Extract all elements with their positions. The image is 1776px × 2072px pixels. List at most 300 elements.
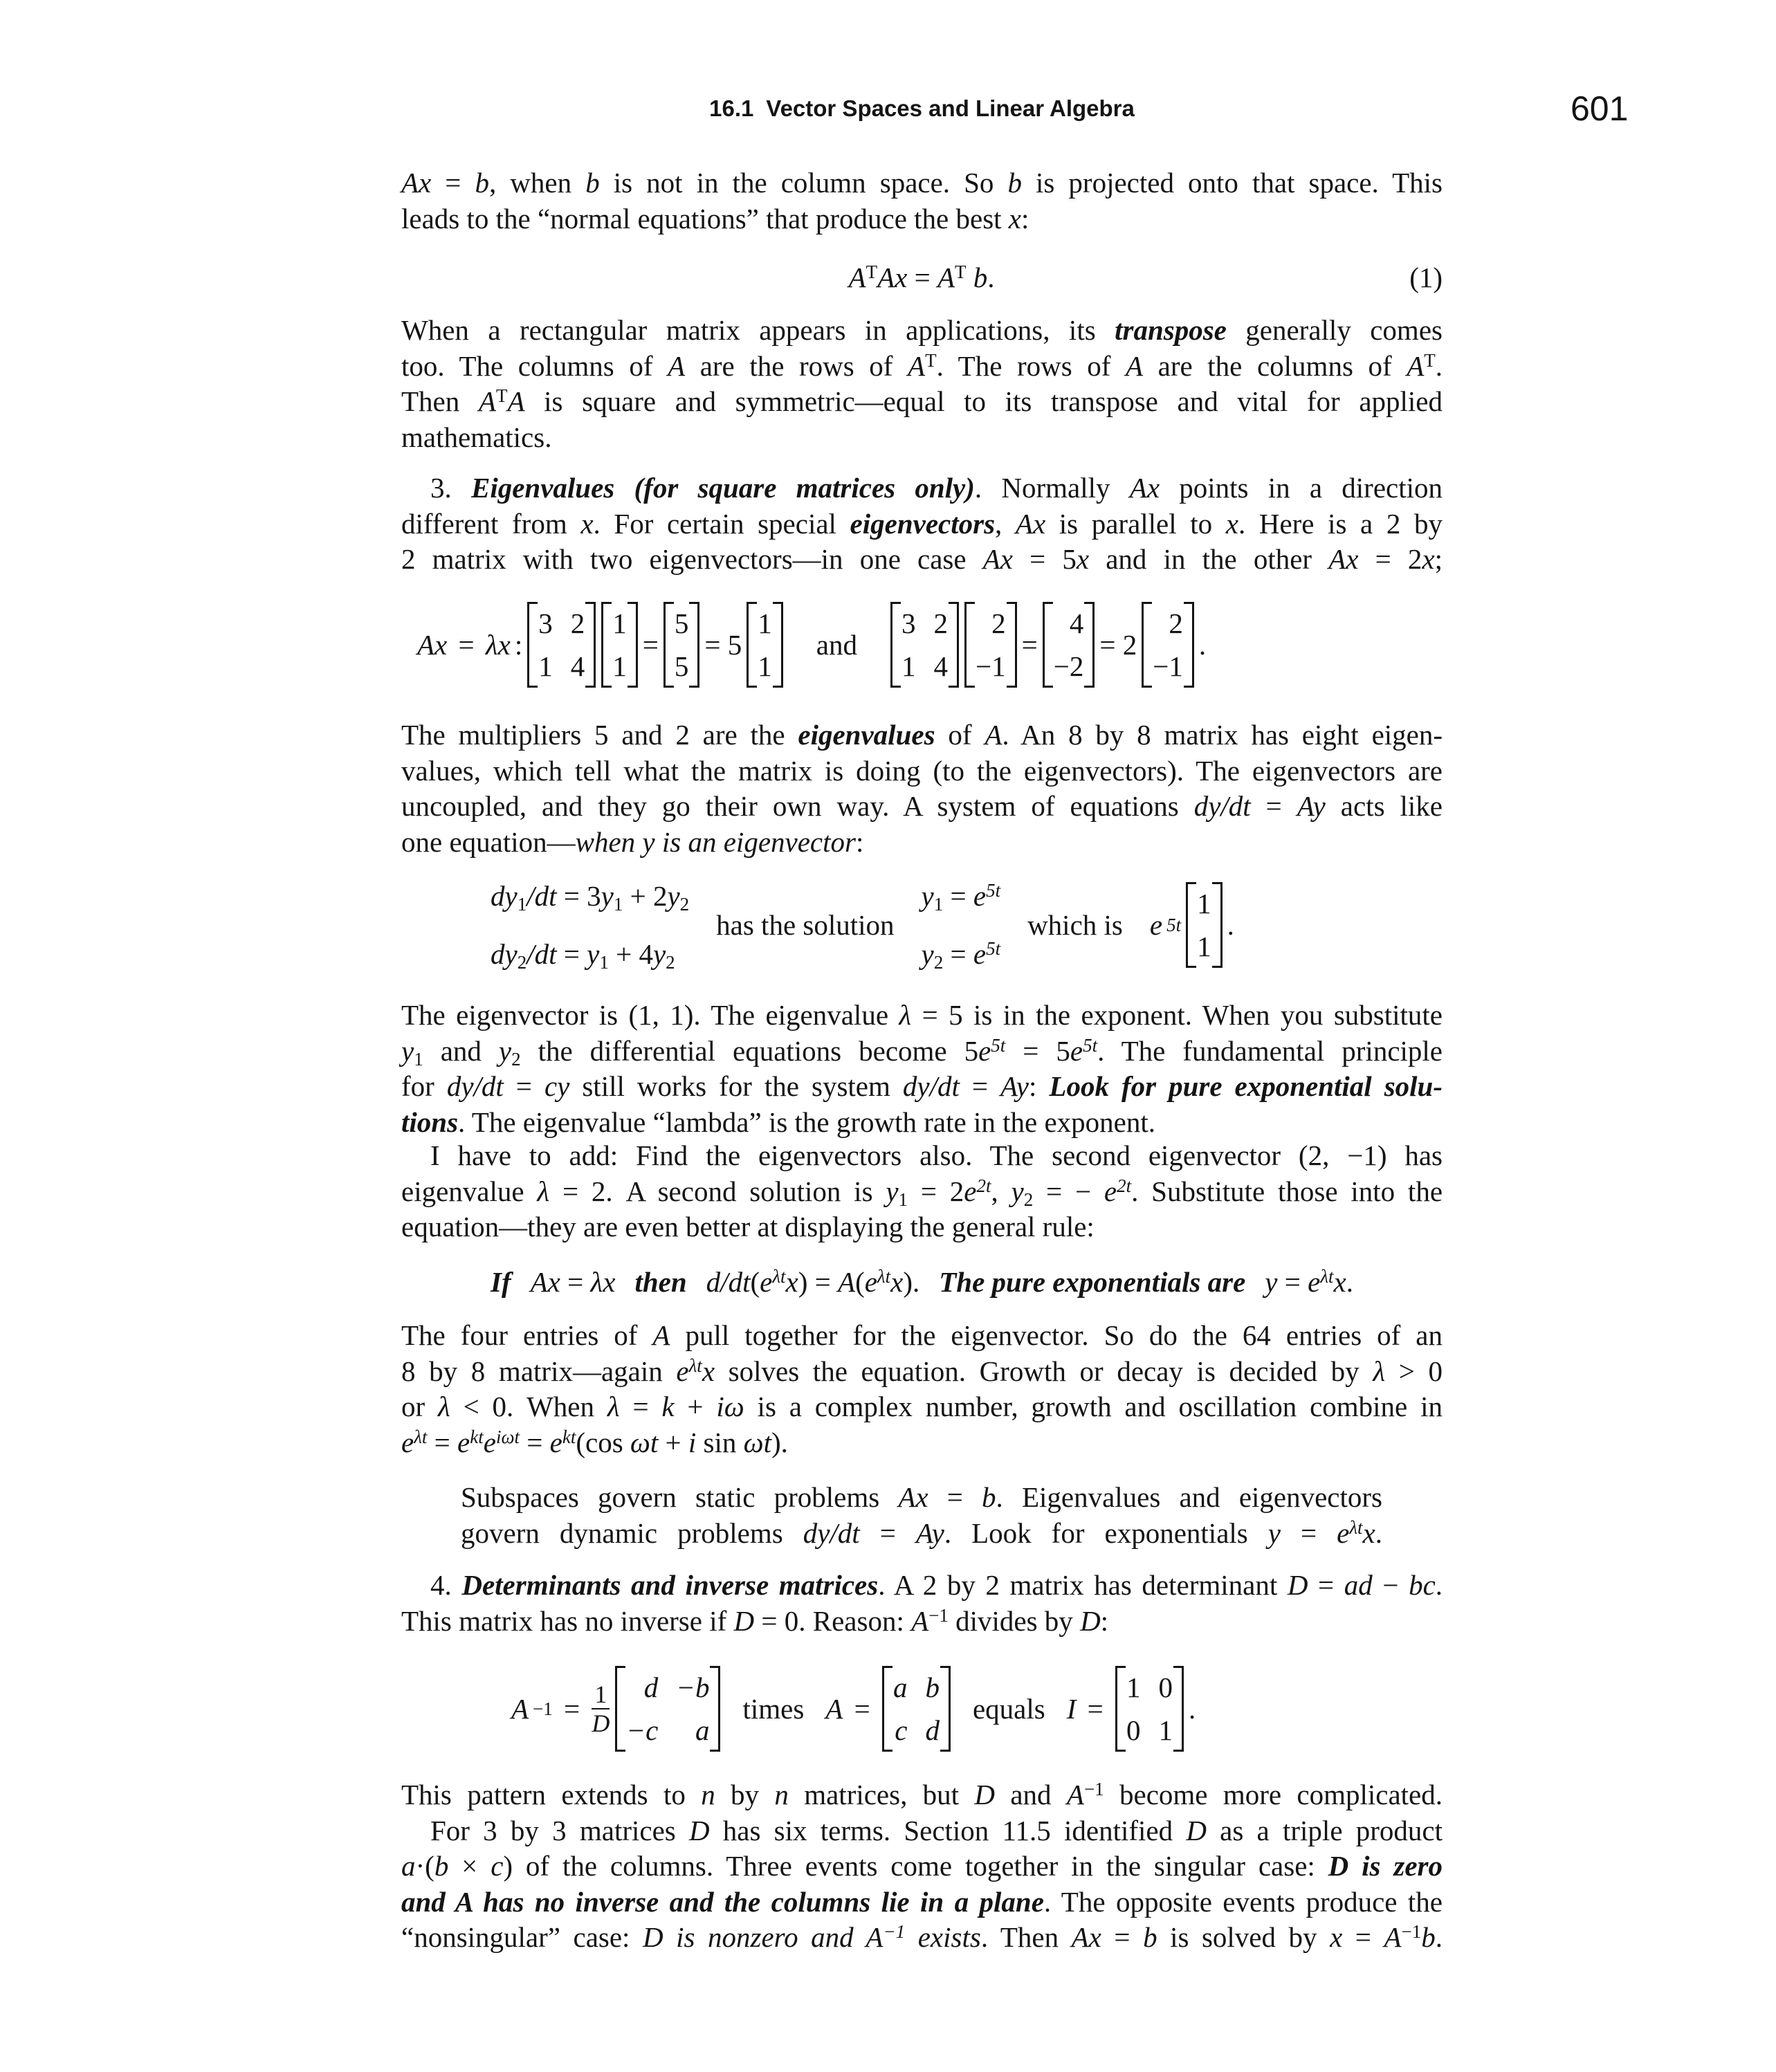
text-line xyxy=(401,349,1443,385)
matrix-entry: 0 xyxy=(1158,1671,1173,1703)
text-run: /dt xyxy=(527,938,557,970)
running-header xyxy=(401,95,1443,122)
text-run: e xyxy=(978,1034,991,1067)
text-run: 8 by 8 matrix—again xyxy=(401,1355,677,1387)
text-run: 5t xyxy=(991,1034,1006,1056)
text-line xyxy=(401,470,1443,506)
fraction-numerator: 1 xyxy=(592,1680,610,1709)
matrix-entry: −1 xyxy=(1153,650,1183,682)
text-run: x xyxy=(1008,202,1021,235)
text-run: or xyxy=(401,1391,438,1422)
text-run: Ay xyxy=(1297,790,1326,822)
text-run: y xyxy=(1011,1175,1024,1207)
text-run: Ax xyxy=(877,262,908,293)
differential-system-equation xyxy=(488,866,1236,984)
text-run: = xyxy=(431,167,475,199)
text-run: If xyxy=(491,1266,511,1298)
text-run: e xyxy=(973,880,987,912)
text-line xyxy=(401,1209,1443,1245)
matrix xyxy=(527,602,596,688)
text-run: eigenvalues xyxy=(798,719,935,751)
text-run: 4. xyxy=(430,1569,462,1601)
text-run: . The fundamental principle xyxy=(1097,1034,1443,1067)
summary-statement xyxy=(461,1480,1382,1551)
text-line xyxy=(401,1069,1443,1105)
text-run: The multipliers 5 and 2 are the xyxy=(401,719,798,751)
text-run: −1 xyxy=(928,1604,949,1626)
text-run: = xyxy=(959,1070,1001,1102)
text-run: y xyxy=(587,938,600,970)
matrix-entry: −b xyxy=(676,1671,710,1703)
text-run: (for square matrices only) xyxy=(634,472,975,504)
text-run: dy xyxy=(491,880,518,912)
text-run: D xyxy=(1287,1569,1308,1601)
equation-line xyxy=(491,925,689,983)
text-run: A xyxy=(652,1319,670,1351)
text-run: and in the other xyxy=(1089,543,1329,575)
text-run: y xyxy=(667,880,680,912)
text-run: Subspaces govern static problems xyxy=(461,1481,899,1513)
text-run xyxy=(966,262,973,293)
text-run: x xyxy=(1422,543,1435,575)
text-run: the differential equations become 5 xyxy=(520,1034,979,1067)
text-run: = xyxy=(1280,1516,1337,1549)
text-run: solves the equation. Growth or decay is decided by xyxy=(715,1355,1373,1387)
text-run: y xyxy=(886,1175,899,1207)
text-run: c xyxy=(491,1850,504,1882)
text-run: A xyxy=(908,349,926,382)
text-run: matrices, but xyxy=(788,1779,975,1810)
matrix-entry: 4 xyxy=(933,650,948,682)
equation-text: which is xyxy=(1027,909,1123,941)
fraction xyxy=(592,1680,610,1737)
text-run: i xyxy=(688,1426,697,1458)
text-run: A xyxy=(478,385,496,417)
matrix xyxy=(601,602,638,688)
text-run: = 5 xyxy=(704,629,742,661)
text-run: e xyxy=(973,938,987,970)
text-run: govern dynamic problems xyxy=(461,1516,803,1549)
text-run: e xyxy=(1104,1175,1117,1207)
text-run: . Normally xyxy=(974,472,1130,504)
text-run: iωt xyxy=(495,1426,520,1447)
text-run: A xyxy=(937,262,955,293)
text-run: generally comes xyxy=(1226,314,1443,346)
text-line xyxy=(401,1034,1443,1070)
equation-text: equals xyxy=(972,1693,1045,1725)
text-run: divides by xyxy=(948,1604,1081,1637)
text-run: y xyxy=(652,938,666,970)
text-run: + xyxy=(674,1391,717,1422)
text-run: λx xyxy=(590,1266,616,1298)
text-run: y xyxy=(921,880,934,912)
text-run: λ xyxy=(437,1391,450,1422)
matrix-entry: 2 xyxy=(933,607,948,639)
text-line xyxy=(401,1849,1443,1885)
text-run: ( xyxy=(855,1266,865,1298)
text-run: Determinants and inverse matrices xyxy=(461,1569,879,1601)
text-line xyxy=(401,825,1443,861)
text-run: : xyxy=(1100,1604,1109,1637)
text-run: dy/dt xyxy=(446,1070,504,1102)
matrix-grid xyxy=(538,602,585,688)
paragraph-eigenvalues xyxy=(401,470,1443,578)
text-run: for xyxy=(401,1070,447,1102)
text-run: = 2 xyxy=(908,1175,964,1207)
text-run: A xyxy=(911,1604,929,1637)
text-run: has six terms. Section 11.5 identified xyxy=(709,1814,1187,1846)
text-run: eigenvalue xyxy=(401,1175,538,1207)
text-run: e xyxy=(1337,1516,1350,1549)
text-run: = xyxy=(847,1693,877,1725)
text-run: . xyxy=(987,262,995,293)
text-run: ωt xyxy=(630,1426,659,1458)
text-run: = xyxy=(943,880,973,912)
matrix-grid xyxy=(1126,1666,1173,1752)
matrix xyxy=(1043,602,1095,688)
text-run: λt xyxy=(877,1266,891,1287)
text-run: = 3 xyxy=(556,880,601,912)
text-run: λt xyxy=(1320,1266,1334,1287)
text-run: . xyxy=(1198,629,1207,661)
text-line xyxy=(401,542,1443,578)
text-run: T xyxy=(495,385,508,406)
text-run: D xyxy=(974,1779,996,1810)
text-run: Ax xyxy=(401,167,432,199)
text-run: pull together for the eigenvector. So do the 64 entries of an xyxy=(670,1319,1443,1351)
inverse-matrix-equation xyxy=(509,1660,1198,1757)
text-run: λ xyxy=(1373,1355,1386,1387)
text-run: = 2 xyxy=(1099,629,1137,661)
text-run: . xyxy=(1435,349,1443,382)
text-run: . xyxy=(1188,1693,1196,1725)
text-line xyxy=(401,1885,1443,1920)
text-run: . xyxy=(1346,1266,1353,1298)
equation-number: (1) xyxy=(1409,262,1443,293)
text-line xyxy=(401,789,1443,825)
text-run: = xyxy=(427,1426,458,1458)
text-run: become more complicated. xyxy=(1104,1779,1443,1810)
matrix-grid xyxy=(612,602,627,688)
text-run: = 0. Reason: xyxy=(754,1604,912,1637)
text-run: = xyxy=(907,262,937,293)
text-run: Ax xyxy=(1015,507,1046,540)
matrix-grid xyxy=(1054,602,1084,688)
text-run: and xyxy=(423,1034,499,1067)
eigenvector-matrix-equation xyxy=(415,596,1208,693)
text-run: A xyxy=(1066,1779,1084,1810)
text-run: A xyxy=(1384,1921,1402,1953)
matrix-entry: 3 xyxy=(538,607,553,639)
text-run: ·( xyxy=(415,1850,434,1882)
equation-stack xyxy=(491,867,689,983)
text-run: y xyxy=(401,1034,414,1067)
matrix-entry: −c xyxy=(626,1714,659,1746)
text-run: are the rows of xyxy=(685,349,908,382)
text-run: = xyxy=(1250,790,1297,822)
text-run: D xyxy=(733,1604,755,1637)
text-run: dy/dt xyxy=(902,1070,960,1102)
text-run: “nonsingular” case: xyxy=(401,1921,643,1953)
text-line xyxy=(401,717,1443,753)
text-run: ) = xyxy=(798,1266,839,1298)
text-line xyxy=(401,998,1443,1034)
matrix-grid xyxy=(675,602,689,688)
text-run: 2t xyxy=(1117,1175,1132,1196)
text-run: When a rectangular matrix appears in applications, its xyxy=(401,314,1115,346)
text-run: λ xyxy=(607,1391,620,1422)
text-run: is a complex number, growth and oscillation combine in xyxy=(744,1391,1443,1422)
text-run: equation—they are even better at displaying the general rule: xyxy=(401,1211,1095,1243)
matrix-entry: 4 xyxy=(570,650,585,682)
matrix-entry: c xyxy=(895,1714,908,1746)
matrix-grid xyxy=(1197,882,1211,968)
text-run: by xyxy=(715,1779,775,1810)
text-run: −1 xyxy=(883,1921,906,1942)
text-run: kt xyxy=(470,1426,484,1447)
equation-group xyxy=(706,1265,920,1300)
text-run: b xyxy=(982,1481,996,1513)
text-run: Ax xyxy=(898,1481,928,1513)
text-run: = xyxy=(943,938,973,970)
text-run: and xyxy=(995,1779,1067,1810)
text-run: kt xyxy=(562,1426,576,1447)
text-run: . xyxy=(1435,1921,1443,1953)
text-run: e xyxy=(457,1426,470,1458)
matrix xyxy=(1186,882,1223,968)
text-run: e xyxy=(760,1266,773,1298)
text-run: ad xyxy=(1344,1569,1373,1601)
text-run: = xyxy=(619,1391,662,1422)
text-run: 1 xyxy=(898,1189,908,1210)
text-run: A xyxy=(511,1693,529,1725)
text-run: , when xyxy=(489,167,586,199)
matrix-entry: 1 xyxy=(1197,888,1211,919)
matrix-entry: 2 xyxy=(991,607,1006,639)
text-run: 2 xyxy=(517,952,527,973)
text-run: ( xyxy=(750,1266,760,1298)
text-run: = − xyxy=(1033,1175,1104,1207)
text-run: 5t xyxy=(1083,1034,1098,1056)
text-run: e xyxy=(1070,1034,1083,1067)
text-run: different from xyxy=(401,507,581,540)
text-run: values, which tell what the matrix is doing (to the eigenvectors). The eigenvectors are xyxy=(401,754,1443,787)
matrix xyxy=(663,602,700,688)
text-run: e xyxy=(964,1175,977,1207)
text-run: The pure exponentials are xyxy=(939,1266,1246,1298)
text-run: x xyxy=(1076,543,1090,575)
text-line xyxy=(401,1425,1443,1461)
fraction-denominator: D xyxy=(592,1709,610,1737)
text-run: = xyxy=(859,1516,916,1549)
paragraph-multipliers xyxy=(401,717,1443,860)
text-run: x xyxy=(1225,507,1238,540)
text-run: = xyxy=(1308,1569,1344,1601)
matrix-entry: b xyxy=(925,1671,940,1703)
text-run: acts like xyxy=(1325,790,1443,822)
matrix-entry: 2 xyxy=(570,607,585,639)
paragraph-determinants xyxy=(401,1568,1443,1639)
text-run: λt xyxy=(772,1266,786,1287)
text-run: 1 xyxy=(517,894,527,915)
text-run: b xyxy=(434,1850,449,1882)
text-run: D xyxy=(688,1814,710,1846)
text-run: ; xyxy=(1434,543,1443,575)
text-run: of xyxy=(935,719,985,751)
text-run: = xyxy=(1080,1693,1110,1725)
text-line xyxy=(401,1138,1443,1174)
text-run: 3. xyxy=(430,472,471,504)
matrix-entry: 0 xyxy=(1126,1714,1141,1746)
text-run: Ax xyxy=(1071,1921,1101,1953)
text-run: . Here is a 2 by xyxy=(1238,507,1443,540)
text-run: = 2. A second solution is xyxy=(549,1175,886,1207)
matrix-grid xyxy=(758,602,772,688)
text-run: = 5 xyxy=(1012,543,1077,575)
text-line xyxy=(461,1480,1382,1516)
matrix-entry: 4 xyxy=(1069,607,1084,639)
text-run: 2 xyxy=(511,1048,521,1070)
matrix xyxy=(964,602,1017,688)
text-run: ). xyxy=(771,1426,788,1458)
text-run: y xyxy=(1267,1516,1281,1549)
text-run: too. The columns of xyxy=(401,349,668,382)
text-run: = xyxy=(556,1693,587,1725)
text-line xyxy=(401,1604,1443,1640)
text-run: x xyxy=(1333,1266,1346,1298)
text-run: dy/dt xyxy=(803,1516,860,1549)
text-run: − xyxy=(1372,1569,1409,1601)
text-run: . The opposite events produce the xyxy=(1043,1885,1443,1918)
text-run: 5t xyxy=(986,938,1001,959)
text-run: λ xyxy=(537,1175,550,1207)
text-run: 2 xyxy=(933,952,944,973)
text-line xyxy=(401,1354,1443,1390)
text-run: e xyxy=(549,1426,562,1458)
text-run: is solved by xyxy=(1157,1921,1330,1953)
text-run: ). xyxy=(903,1266,920,1298)
matrix xyxy=(882,1666,951,1752)
text-run: y xyxy=(921,938,934,970)
text-run: T xyxy=(1424,349,1436,371)
text-run: Ax xyxy=(417,629,448,661)
text-run: and A has no inverse and the columns lie in a plane xyxy=(401,1885,1044,1918)
text-run: b xyxy=(1143,1921,1157,1953)
text-run: : xyxy=(855,825,864,858)
text-run: 2 xyxy=(666,952,675,973)
matrix-entry: a xyxy=(892,1671,908,1703)
text-run: = xyxy=(451,629,482,661)
text-line xyxy=(401,1777,1443,1813)
matrix-entry: 1 xyxy=(1158,1714,1173,1746)
equation-group xyxy=(1265,1265,1353,1300)
text-run: 2 matrix with two eigenvectors—in one case xyxy=(401,543,983,575)
equation-text: times xyxy=(742,1693,805,1725)
text-run: λx xyxy=(485,629,511,661)
text-run: . xyxy=(1435,1569,1443,1601)
equation-text: and xyxy=(816,629,857,661)
text-run: one equation— xyxy=(401,825,576,858)
equation-1 xyxy=(401,259,1443,295)
equation-group xyxy=(531,1265,616,1300)
matrix-grid xyxy=(893,1666,940,1752)
text-run: y xyxy=(1265,1266,1278,1298)
matrix-entry: 1 xyxy=(1126,1671,1141,1703)
general-rule-equation xyxy=(401,1265,1443,1300)
text-run: is square and symmetric—equal to its transpose and vital for applied xyxy=(524,385,1443,417)
text-run: . For certain special xyxy=(593,507,850,540)
text-run: y xyxy=(601,880,614,912)
text-run: + xyxy=(658,1426,688,1458)
text-run: 1 xyxy=(414,1048,423,1070)
text-line xyxy=(401,384,1443,420)
text-run: : xyxy=(1021,202,1029,235)
matrix xyxy=(747,602,783,688)
text-run: The eigenvector is (1, 1). The eigenvalue xyxy=(401,999,899,1031)
paragraph-four-entries xyxy=(401,1318,1443,1460)
text-run: dy/dt xyxy=(1193,790,1251,822)
text-run: transpose xyxy=(1115,314,1227,346)
text-run: A xyxy=(1126,349,1144,382)
text-line xyxy=(401,506,1443,542)
text-run: λt xyxy=(688,1355,702,1376)
text-run: Eigenvalues xyxy=(470,472,615,504)
matrix-grid xyxy=(1153,602,1183,688)
text-run: points in a direction xyxy=(1160,472,1443,504)
text-run: . Substitute those into the xyxy=(1131,1175,1443,1207)
text-run: Ax xyxy=(530,1266,560,1298)
matrix-grid xyxy=(976,602,1006,688)
text-run: = xyxy=(503,1070,544,1102)
text-run: x xyxy=(1330,1921,1343,1953)
matrix-entry: 1 xyxy=(758,650,772,682)
matrix xyxy=(615,1666,720,1752)
text-run: . Eigenvalues and eigenvectors xyxy=(996,1481,1382,1513)
text-line xyxy=(461,1516,1382,1552)
text-run: A xyxy=(668,349,686,382)
paragraph-normal-equations xyxy=(401,165,1443,237)
text-run: is projected onto that space. This xyxy=(1021,167,1443,199)
text-run: A xyxy=(848,262,866,293)
text-run: = xyxy=(1277,1266,1308,1298)
matrix-entry: 1 xyxy=(901,650,916,682)
matrix-entry: 5 xyxy=(674,650,689,682)
equation-1-body xyxy=(849,259,995,295)
text-run: when y is an eigenvector xyxy=(575,825,856,858)
text-run: b xyxy=(585,167,600,199)
paragraph-pattern-extends xyxy=(401,1777,1443,1956)
text-run: Ay xyxy=(1000,1070,1029,1102)
text-run: T xyxy=(954,262,967,282)
text-run: . A 2 by 2 matrix has determinant xyxy=(878,1569,1288,1601)
text-run: : xyxy=(1029,1070,1050,1102)
text-run: cy xyxy=(544,1070,570,1102)
text-line xyxy=(401,201,1443,237)
text-run: = xyxy=(1342,1921,1384,1953)
text-run: Ax xyxy=(1328,543,1359,575)
text-run: e xyxy=(483,1426,496,1458)
text-run: exists xyxy=(905,1921,981,1953)
text-run: sin xyxy=(696,1426,744,1458)
text-run: e xyxy=(1308,1266,1321,1298)
matrix-entry: 1 xyxy=(538,650,553,682)
text-run: = 5 xyxy=(1005,1034,1070,1067)
text-run: Ay xyxy=(915,1516,944,1549)
text-run: Then xyxy=(401,385,479,417)
text-line xyxy=(401,753,1443,789)
text-run: This matrix has no inverse if xyxy=(401,1604,734,1637)
text-run: 1 xyxy=(599,952,609,973)
